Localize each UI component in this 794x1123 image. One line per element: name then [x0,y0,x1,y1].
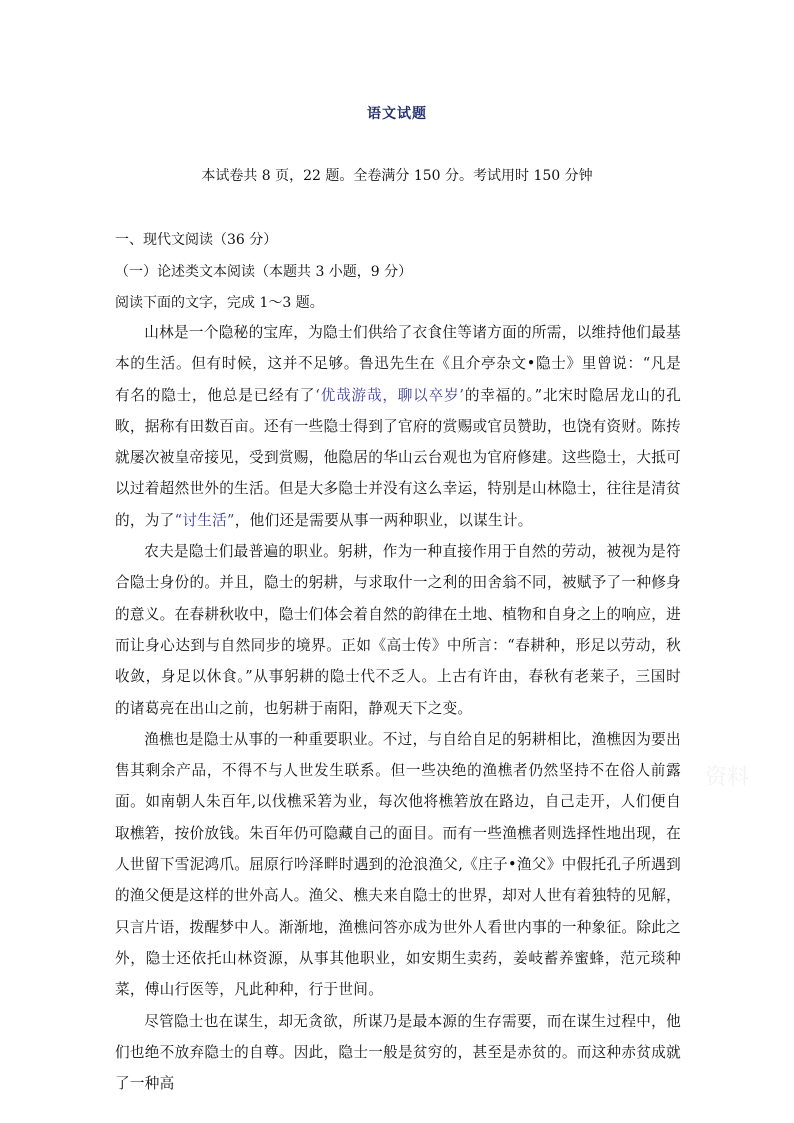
passage-body [115,317,681,1099]
paragraph-text: ，他们还是需要从事一两种职业，以谋生计。 [234,511,533,529]
paragraph-text: 山林是一个隐秘的宝库，为隐士们供给了衣食住等诸方面的所需，以维持他们最基本的生活。但有时候，这并不足够。鲁迅先生在《且介亭杂文•隐士》里曾说：“凡是有名的隐士，他总是已经有了 [115,324,681,404]
paragraph-text: 农夫是隐士们最普遍的职业。躬耕，作为一种直接作用于自然的劳动，被视为是符合隐士身份的。并且，隐士的躬耕，与求取什一之利的田舍翁不同，被赋予了一种修身的意义。在春耕秋收中，隐士们体会着自然的韵律在土地、植物和自身之上的响应，进而让身心达到与自然同步的境界。正如《高士传》中所言：“春耕种，形足以劳动，秋收敛，身足以休食。”从事躬耕的隐士代不乏人。上古有许由，春秋有老莱子，三国时的诸葛亮在出山之前，也躬耕于南阳，静观天下之变。 [115,543,681,717]
passage-paragraph [115,1006,681,1100]
subsection-heading: （一）论述类文本阅读（本题共 3 小题，9 分） [115,264,413,280]
passage-paragraph [115,536,681,724]
watermark: 资料 [705,765,750,790]
passage-paragraph [115,724,681,1006]
exam-info: 本试卷共 8 页，22 题。全卷满分 150 分。考试用时 150 分钟 [201,168,593,184]
paragraph-text: 的幸福的。”北宋时隐居龙山的孔畋，据称有田数百亩。还有一些隐士得到了官府的赏赐或官员赞助，也饶有资财。陈抟就屡次被皇帝接见，受到赏赐，他隐居的华山云台观也为官府修建。这些隐士，大抵可以过着超然世外的生活。但是大多隐士并没有这么幸运，特别是山林隐士，往往是清贫的，为了 [115,386,681,529]
passage-paragraph [115,317,681,536]
exam-title: 语文试题 [367,106,427,122]
paragraph-text: 渔樵也是隐士从事的一种重要职业。不过，与自给自足的躬耕相比，渔樵因为要出售其剩余产品，不得不与人世发生联系。但一些决绝的渔樵者仍然坚持不在俗人前露面。如南朝人朱百年,以伐樵采箬为业，每次他将樵箬放在路边，自己走开，人们便自取樵箬，按价放钱。朱百年仍可隐藏自己的面目。而有一些渔樵者则选择性地出现，在人世留下雪泥鸿爪。屈原行吟泽畔时遇到的沧浪渔父,《庄子•渔父》中假托孔子所遇到的渔父便是这样的世外高人。渔父、樵夫来自隐士的世界，却对人世有着独特的见解，只言片语，拨醒梦中人。渐渐地，渔樵问答亦成为世外人看世内事的一种象征。除此之外，隐士还依托山林资源，从事其他职业，如安期生卖药，姜岐蓄养蜜蜂，范元琰种菜，傅山行医等，凡此种种，行于世间。 [115,730,681,999]
paragraph-text: 尽管隐士也在谋生，却无贪欲，所谋乃是最本源的生存需要，而在谋生过程中，他们也绝不放弃隐士的自尊。因此，隐士一般是贫穷的，甚至是赤贫的。而这种赤贫成就了一种高 [115,1012,681,1093]
highlighted-quote: “讨生活” [174,511,235,529]
reading-instruction: 阅读下面的文字，完成 1～3 题。 [115,295,324,311]
highlighted-quote: ‘优哉游哉，聊以卒岁’ [315,386,465,404]
section-heading: 一、现代文阅读（36 分） [115,232,278,248]
